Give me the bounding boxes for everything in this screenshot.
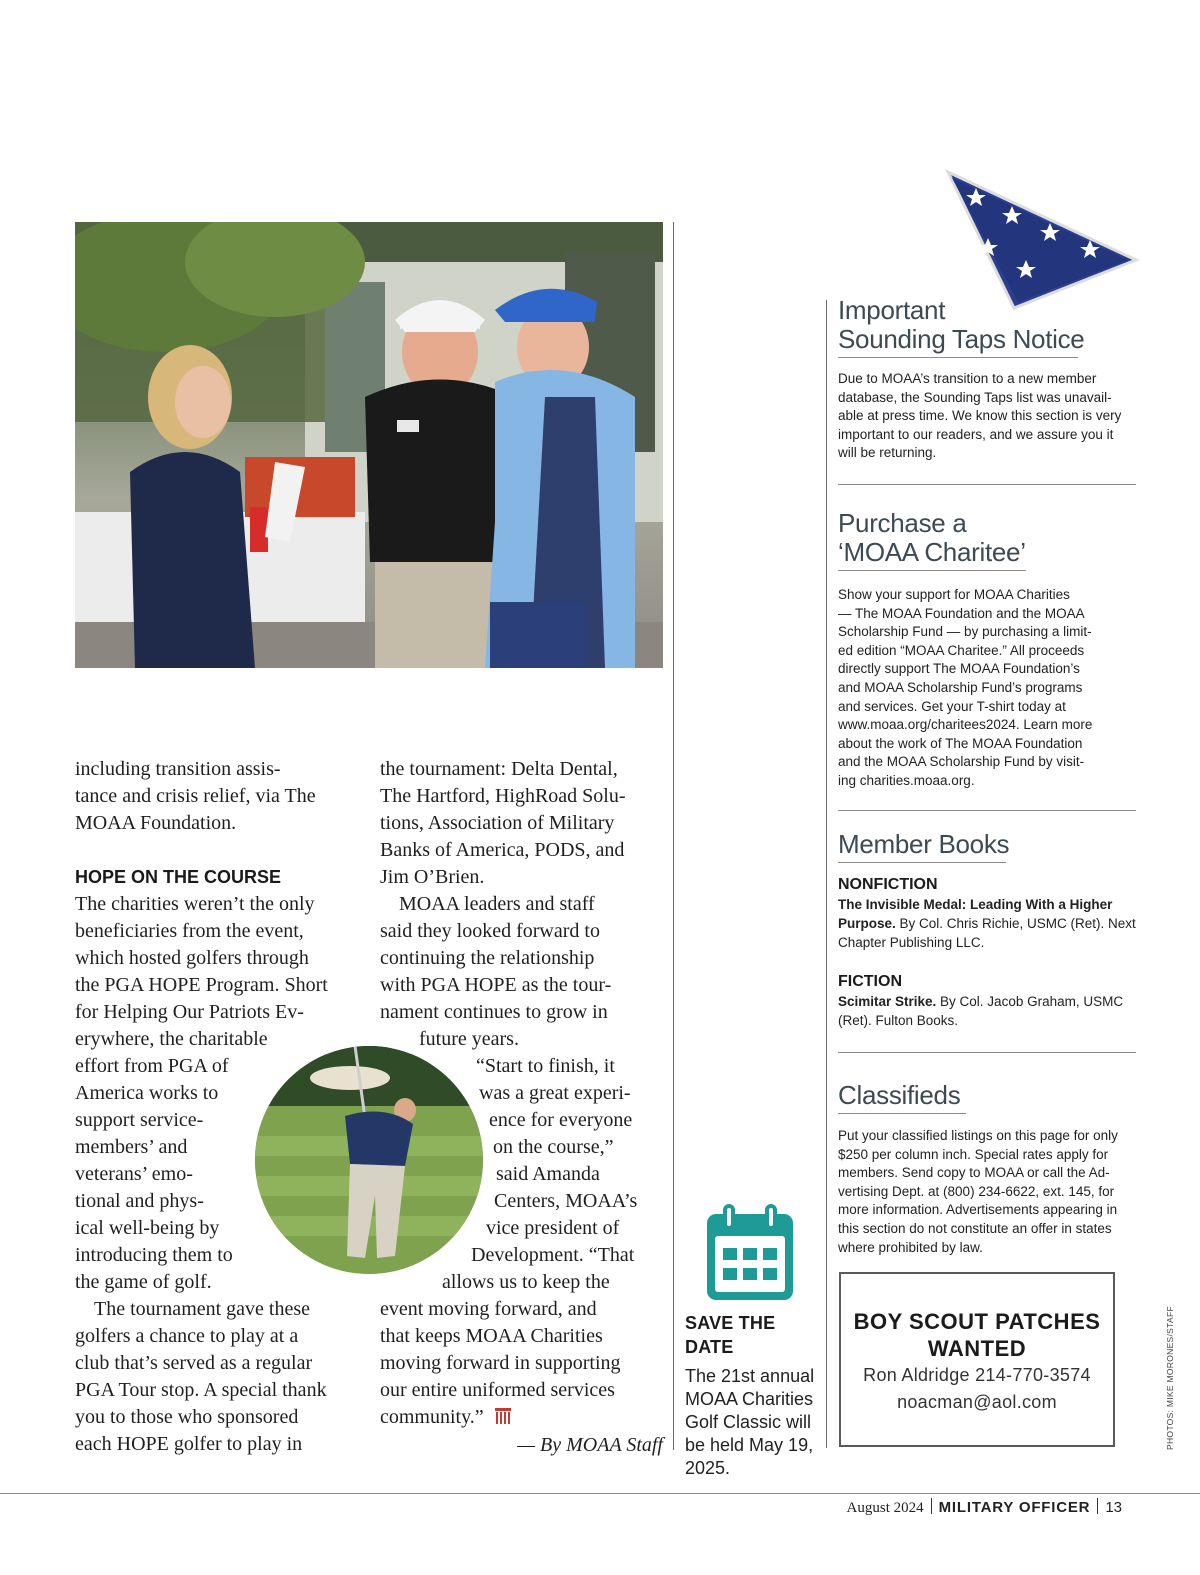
- charitee-line: about the work of The MOAA Foundation: [838, 735, 1083, 751]
- notice-title-line-1: Important: [838, 295, 946, 325]
- body-line: The Hartford, HighRoad Solu-: [380, 785, 626, 807]
- ad-contact-phone: Ron Aldridge 214-770-3574: [863, 1365, 1091, 1385]
- charitee-line: ing charities.moaa.org.: [838, 772, 975, 788]
- footer-rule: [0, 1493, 1200, 1494]
- body-line: MOAA leaders and staff: [399, 893, 595, 915]
- body-line: ical well-being by: [75, 1217, 220, 1239]
- charitee-line: directly support The MOAA Foundation’s: [838, 661, 1080, 677]
- body-line: Development. “That: [471, 1244, 635, 1266]
- section-divider: [838, 810, 1136, 811]
- body-line: vice president of: [486, 1217, 620, 1239]
- body-line: support service-: [75, 1109, 204, 1131]
- save-the-date-line: be held May 19,: [685, 1435, 814, 1455]
- body-line: which hosted golfers through: [75, 947, 309, 969]
- body-line: with PGA HOPE as the tour-: [380, 974, 612, 996]
- body-line: introducing them to: [75, 1244, 233, 1266]
- charitee-line: Show your support for MOAA Charities: [838, 587, 1070, 602]
- nonfiction-title-part: The Invisible Medal: Leading With a Higher: [838, 897, 1113, 912]
- classifieds-line: more information. Advertisements appearing in: [838, 1202, 1118, 1218]
- magazine-name: MILITARY OFFICER: [938, 1499, 1091, 1516]
- body-line: for Helping Our Patriots Ev-: [75, 1001, 304, 1023]
- save-the-date-heading: SAVE THE DATE: [685, 1313, 776, 1357]
- body-line: PGA Tour stop. A special thank: [75, 1379, 327, 1401]
- ad-heading-line-2: WANTED: [927, 1336, 1027, 1361]
- column-divider: [673, 222, 674, 1450]
- charitee-line: and the MOAA Scholarship Fund by visit-: [838, 754, 1085, 770]
- body-line: the PGA HOPE Program. Short: [75, 974, 328, 996]
- classifieds-line: vertising Dept. at (800) 234-6622, ext. 145, for: [838, 1183, 1115, 1199]
- charitee-line: Scholarship Fund — by purchasing a limit-: [838, 624, 1092, 640]
- charitee-line: ed edition “MOAA Charitee.” All proceeds: [838, 642, 1085, 658]
- body-line: tions, Association of Military: [380, 812, 615, 834]
- notice-line: important to our readers, and we assure you it: [838, 426, 1114, 442]
- nonfiction-label: NONFICTION: [838, 876, 938, 893]
- article-column-2: [380, 756, 665, 1459]
- body-line: ence for everyone: [489, 1109, 633, 1131]
- body-line: members’ and: [75, 1136, 188, 1158]
- classified-ad-box: [839, 1272, 1115, 1447]
- save-the-date-line: MOAA Charities: [685, 1389, 814, 1409]
- body-line: Centers, MOAA’s: [494, 1190, 638, 1212]
- charitee-line: and MOAA Scholarship Fund’s programs: [838, 679, 1083, 695]
- calendar-icon: [705, 1204, 795, 1307]
- fiction-label: FICTION: [838, 973, 902, 990]
- save-the-date-line: The 21st annual: [685, 1366, 815, 1386]
- fiction-author: By Col. Jacob Graham, USMC: [936, 994, 1124, 1009]
- nonfiction-entry-line-2: [838, 914, 1138, 933]
- nonfiction-publisher: Chapter Publishing LLC.: [838, 935, 985, 950]
- body-line: was a great experi-: [479, 1082, 631, 1104]
- classifieds-line: members. Send copy to MOAA or call the Ad-: [838, 1165, 1110, 1181]
- nonfiction-author: By Col. Chris Richie, USMC (Ret). Next: [895, 916, 1136, 931]
- body-line: allows us to keep the: [442, 1271, 610, 1293]
- notice-title-line-2: Sounding Taps Notice: [838, 324, 1085, 354]
- body-line: [380, 1404, 665, 1432]
- fiction-title: Scimitar Strike.: [838, 994, 937, 1009]
- notice-line: Due to MOAA’s transition to a new member: [838, 371, 1097, 386]
- event-photo-illustration: [75, 222, 663, 668]
- issue-date: August 2024: [846, 1500, 924, 1516]
- ad-contact-email: noacman@aol.com: [897, 1392, 1057, 1412]
- page-number: 13: [1105, 1499, 1122, 1516]
- classifieds-line: where prohibited by law.: [838, 1239, 983, 1255]
- body-line: Banks of America, PODS, and: [380, 839, 625, 861]
- body-line: the game of golf.: [75, 1271, 212, 1293]
- save-the-date-line: Golf Classic will: [685, 1412, 812, 1432]
- closing-line: community.”: [380, 1406, 484, 1428]
- classifieds-section: [838, 1081, 1143, 1257]
- body-line: moving forward in supporting: [380, 1352, 621, 1374]
- save-the-date-line: 2025.: [685, 1458, 731, 1478]
- body-line: that keeps MOAA Charities: [380, 1325, 603, 1347]
- classifieds-line: this section do not constitute an offer in states: [838, 1220, 1112, 1236]
- classifieds-line: Put your classified listings on this page for only: [838, 1128, 1118, 1143]
- body-line: including transition assis-: [75, 758, 281, 780]
- body-line: beneficiaries from the event,: [75, 920, 304, 942]
- body-line: future years.: [419, 1028, 519, 1050]
- page-folio: [847, 1497, 1122, 1519]
- folio-separator: [1097, 1498, 1098, 1514]
- body-line: America works to: [75, 1082, 219, 1104]
- byline: — By MOAA Staff: [517, 1434, 663, 1456]
- body-line: on the course,”: [493, 1136, 614, 1158]
- sidebar-divider: [826, 300, 827, 1448]
- notice-line: will be returning.: [838, 445, 937, 461]
- body-line: tance and crisis relief, via The: [75, 785, 316, 807]
- body-line: club that’s served as a regular: [75, 1352, 313, 1374]
- body-line: nament continues to grow in: [380, 1001, 608, 1023]
- body-line: effort from PGA of: [75, 1055, 229, 1077]
- fiction-entry-line-1: [838, 992, 1138, 1011]
- notice-line: able at press time. We know this section is very: [838, 408, 1122, 424]
- body-line: event moving forward, and: [380, 1298, 597, 1320]
- charitee-title-line-2: ‘MOAA Charitee’: [838, 537, 1026, 567]
- body-line: said they looked forward to: [380, 920, 600, 942]
- member-books-section: [838, 830, 1138, 1030]
- body-line: our entire uniformed services: [380, 1379, 615, 1401]
- notice-line: database, the Sounding Taps list was unavail-: [838, 389, 1112, 405]
- body-line: “Start to finish, it: [476, 1055, 615, 1077]
- end-mark-icon: [495, 1405, 511, 1432]
- nonfiction-entry-line-1: [838, 895, 1138, 914]
- blank-line: [75, 837, 365, 864]
- charitee-line: www.moaa.org/charitees2024. Learn more: [838, 717, 1093, 733]
- charitee-section: [838, 509, 1138, 791]
- classifieds-line: $250 per column inch. Special rates apply for: [838, 1146, 1109, 1162]
- sounding-taps-notice: [838, 296, 1138, 463]
- classifieds-title: Classifieds: [838, 1080, 961, 1110]
- charitee-line: and services. Get your T-shirt today at: [838, 698, 1066, 714]
- body-line: each HOPE golfer to play in: [75, 1433, 303, 1455]
- photo-credit: PHOTOS: MIKE MORONES/STAFF: [1165, 1306, 1175, 1450]
- body-line: golfers a chance to play at a: [75, 1325, 299, 1347]
- body-line: tional and phys-: [75, 1190, 204, 1212]
- body-line: erywhere, the charitable: [75, 1028, 268, 1050]
- event-photo: [75, 222, 663, 668]
- body-line: The charities weren’t the only: [75, 893, 315, 915]
- section-divider: [838, 484, 1136, 485]
- charitee-line: — The MOAA Foundation and the MOAA: [838, 605, 1085, 621]
- nonfiction-title-part: Purpose.: [838, 916, 896, 931]
- section-divider: [838, 1052, 1136, 1053]
- body-line: said Amanda: [496, 1163, 600, 1185]
- section-subhead: HOPE ON THE COURSE: [75, 867, 282, 887]
- body-line: veterans’ emo-: [75, 1163, 193, 1185]
- body-line: The tournament gave these: [94, 1298, 311, 1320]
- fiction-publisher: (Ret). Fulton Books.: [838, 1013, 959, 1028]
- books-title: Member Books: [838, 829, 1010, 859]
- folio-separator: [931, 1498, 932, 1514]
- body-line: MOAA Foundation.: [75, 812, 237, 834]
- save-the-date: [685, 1311, 825, 1480]
- charitee-title-line-1: Purchase a: [838, 508, 967, 538]
- body-line: continuing the relationship: [380, 947, 595, 969]
- body-line: the tournament: Delta Dental,: [380, 758, 618, 780]
- body-line: you to those who sponsored: [75, 1406, 299, 1428]
- ad-heading-line-1: BOY SCOUT PATCHES: [853, 1309, 1101, 1334]
- body-line: Jim O’Brien.: [380, 866, 485, 888]
